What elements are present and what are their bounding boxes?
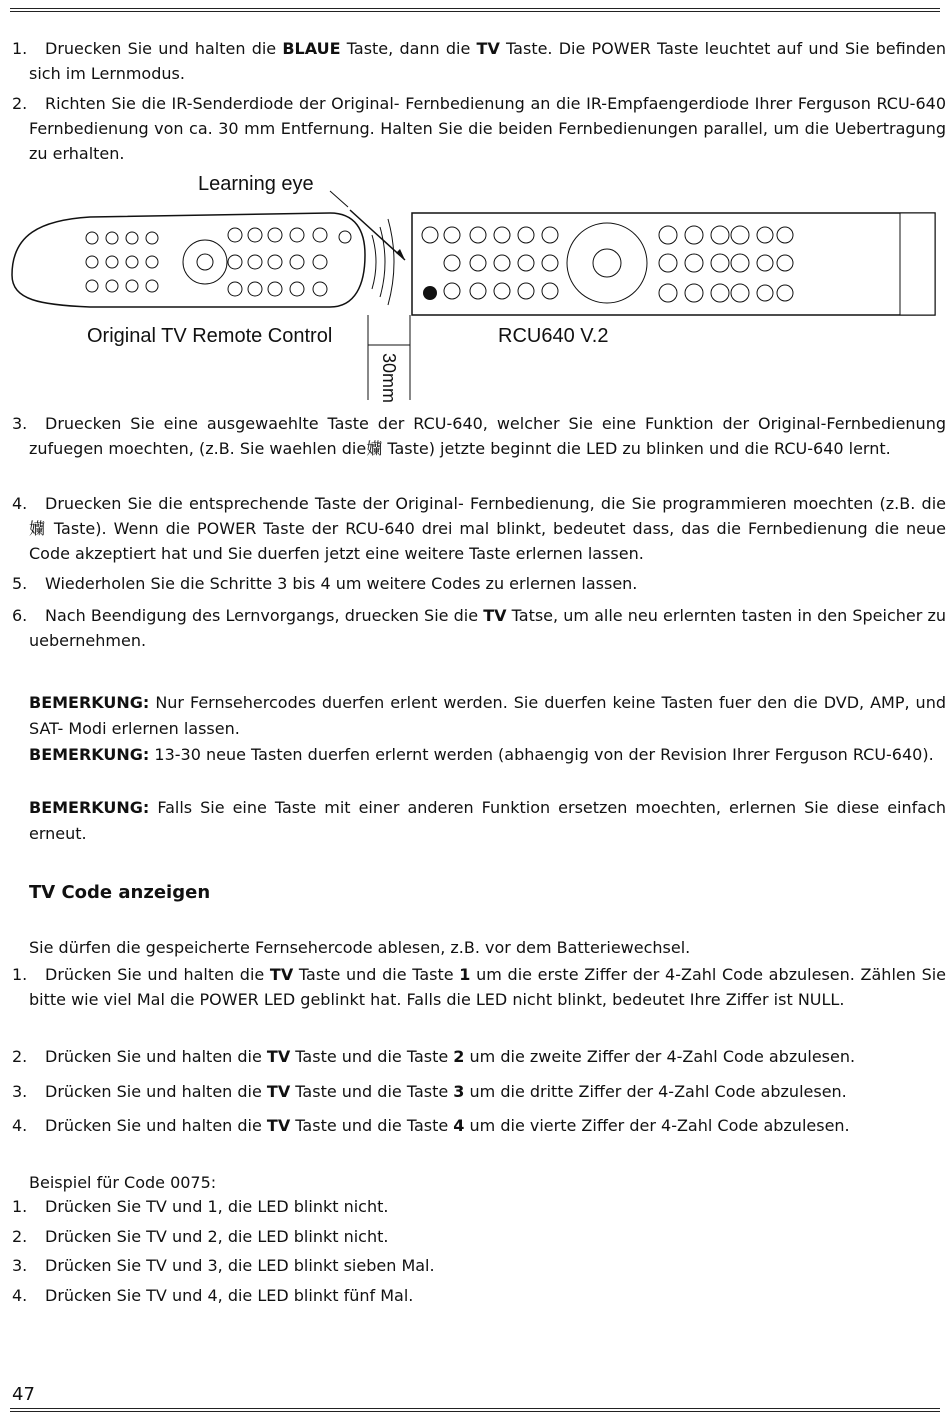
- list-item: 5. Wiederholen Sie die Schritte 3 bis 4 um weitere Codes zu erlernen lassen.: [12, 571, 946, 596]
- list-item: 3. Druecken Sie eine ausgewaehlte Taste der RCU-640, welcher Sie eine Funktion der Original-Fernbedienung zufuegen moechten, (z.B. Sie waehlen die孏 Taste) jetzte beginnt die LED zu blinken und die RCU-640 lernt.: [12, 411, 946, 461]
- remote-diagram: [0, 165, 950, 410]
- key-label: TV: [266, 1116, 291, 1135]
- item-number: 6.: [12, 606, 28, 625]
- list-item: 1. Drücken Sie TV und 1, die LED blinkt nicht.: [12, 1194, 946, 1219]
- list-item: 4. Drücken Sie TV und 4, die LED blinkt fünf Mal.: [12, 1283, 946, 1308]
- page-number: 47: [12, 1384, 35, 1405]
- learning-eye-label: Learning eye: [198, 173, 314, 195]
- intro-text: Sie dürfen die gespeicherte Fernsehercode ablesen, z.B. vor dem Batteriewechsel.: [29, 938, 691, 957]
- key-label: 1: [459, 965, 471, 984]
- example-title: Beispiel für Code 0075:: [29, 1173, 217, 1192]
- item-number: 3.: [12, 1082, 28, 1101]
- key-label: 4: [453, 1116, 465, 1135]
- key-label: 2: [453, 1047, 465, 1066]
- item-number: 2.: [12, 1047, 28, 1066]
- item-number: 2.: [12, 1227, 28, 1246]
- note: BEMERKUNG: Falls Sie eine Taste mit einer anderen Funktion ersetzen moechten, erlernen Sie diese einfach erneut.: [29, 798, 946, 843]
- section-title: TV Code anzeigen: [29, 882, 211, 903]
- power-led-icon: [423, 286, 437, 300]
- key-label: TV: [476, 39, 500, 58]
- item-number: 2.: [12, 94, 28, 113]
- item-number: 4.: [12, 494, 28, 513]
- key-label: TV: [269, 965, 294, 984]
- list-item: 2. Drücken Sie TV und 2, die LED blinkt nicht.: [12, 1224, 946, 1249]
- list-item: 6. Nach Beendigung des Lernvorgangs, druecken Sie die TV Tatse, um alle neu erlernten tasten in den Speicher zu uebernehmen.: [12, 603, 946, 653]
- note-label: BEMERKUNG:: [29, 745, 150, 764]
- list-item: 1. Drücken Sie und halten die TV Taste und die Taste 1 um die erste Ziffer der 4-Zahl Code abzulesen. Zählen Sie bitte wie viel Mal die POWER LED geblinkt hat. Falls die LED nicht blinkt, bedeutet Ihre Ziffer ist NULL.: [12, 962, 946, 1012]
- item-number: 3.: [12, 414, 28, 433]
- rcu-remote-label: RCU640 V.2: [498, 325, 609, 347]
- item-number: 1.: [12, 39, 28, 58]
- list-item: 3. Drücken Sie TV und 3, die LED blinkt sieben Mal.: [12, 1253, 946, 1278]
- list-item: 1. Druecken Sie und halten die BLAUE Taste, dann die TV Taste. Die POWER Taste leuchtet auf und Sie befinden sich im Lernmodus.: [12, 36, 946, 86]
- list-item: 3. Drücken Sie und halten die TV Taste und die Taste 3 um die dritte Ziffer der 4-Zahl Code abzulesen.: [12, 1079, 946, 1104]
- item-number: 1.: [12, 1197, 28, 1216]
- key-label: 3: [453, 1082, 465, 1101]
- note: BEMERKUNG: 13-30 neue Tasten duerfen erlernt werden (abhaengig von der Revision Ihrer Ferguson RCU-640).: [29, 745, 934, 764]
- bottom-rule: [10, 1408, 940, 1409]
- item-number: 4.: [12, 1286, 28, 1305]
- list-item: 2. Richten Sie die IR-Senderdiode der Original- Fernbedienung an die IR-Empfaengerdiode Ihrer Ferguson RCU-640 Fernbedienung von ca. 30 mm Entfernung. Halten Sie die beiden Fernbedienungen parallel, um die Uebertragung zu erhalten.: [12, 91, 946, 166]
- item-number: 1.: [12, 965, 28, 984]
- button-glyph-icon: 孏: [366, 439, 383, 458]
- list-item: 4. Druecken Sie die entsprechende Taste der Original- Fernbedienung, die Sie programmieren moechten (z.B. die 孏 Taste). Wenn die POWER Taste der RCU-640 drei mal blinkt, bedeutet dass, das die Fernbedienung die neue Code akzeptiert hat und Sie duerfen jetzt eine weitere Taste erlernen lassen.: [12, 491, 946, 566]
- list-item: 4. Drücken Sie und halten die TV Taste und die Taste 4 um die vierte Ziffer der 4-Zahl Code abzulesen.: [12, 1113, 946, 1138]
- button-glyph-icon: 孏: [29, 519, 47, 538]
- item-number: 3.: [12, 1256, 28, 1275]
- key-label: BLAUE: [282, 39, 341, 58]
- note: BEMERKUNG: Nur Fernsehercodes duerfen erlent werden. Sie duerfen keine Tasten fuer den die DVD, AMP, und SAT- Modi erlernen lassen.: [29, 693, 946, 738]
- key-label: TV: [483, 606, 507, 625]
- list-item: 2. Drücken Sie und halten die TV Taste und die Taste 2 um die zweite Ziffer der 4-Zahl Code abzulesen.: [12, 1044, 946, 1069]
- original-remote-label: Original TV Remote Control: [87, 325, 333, 347]
- distance-label: 30mm: [379, 353, 399, 404]
- top-rule: [10, 8, 940, 9]
- key-label: TV: [266, 1047, 291, 1066]
- item-number: 5.: [12, 574, 28, 593]
- item-number: 4.: [12, 1116, 28, 1135]
- note-label: BEMERKUNG:: [29, 693, 150, 712]
- note-label: BEMERKUNG:: [29, 798, 150, 817]
- key-label: TV: [266, 1082, 291, 1101]
